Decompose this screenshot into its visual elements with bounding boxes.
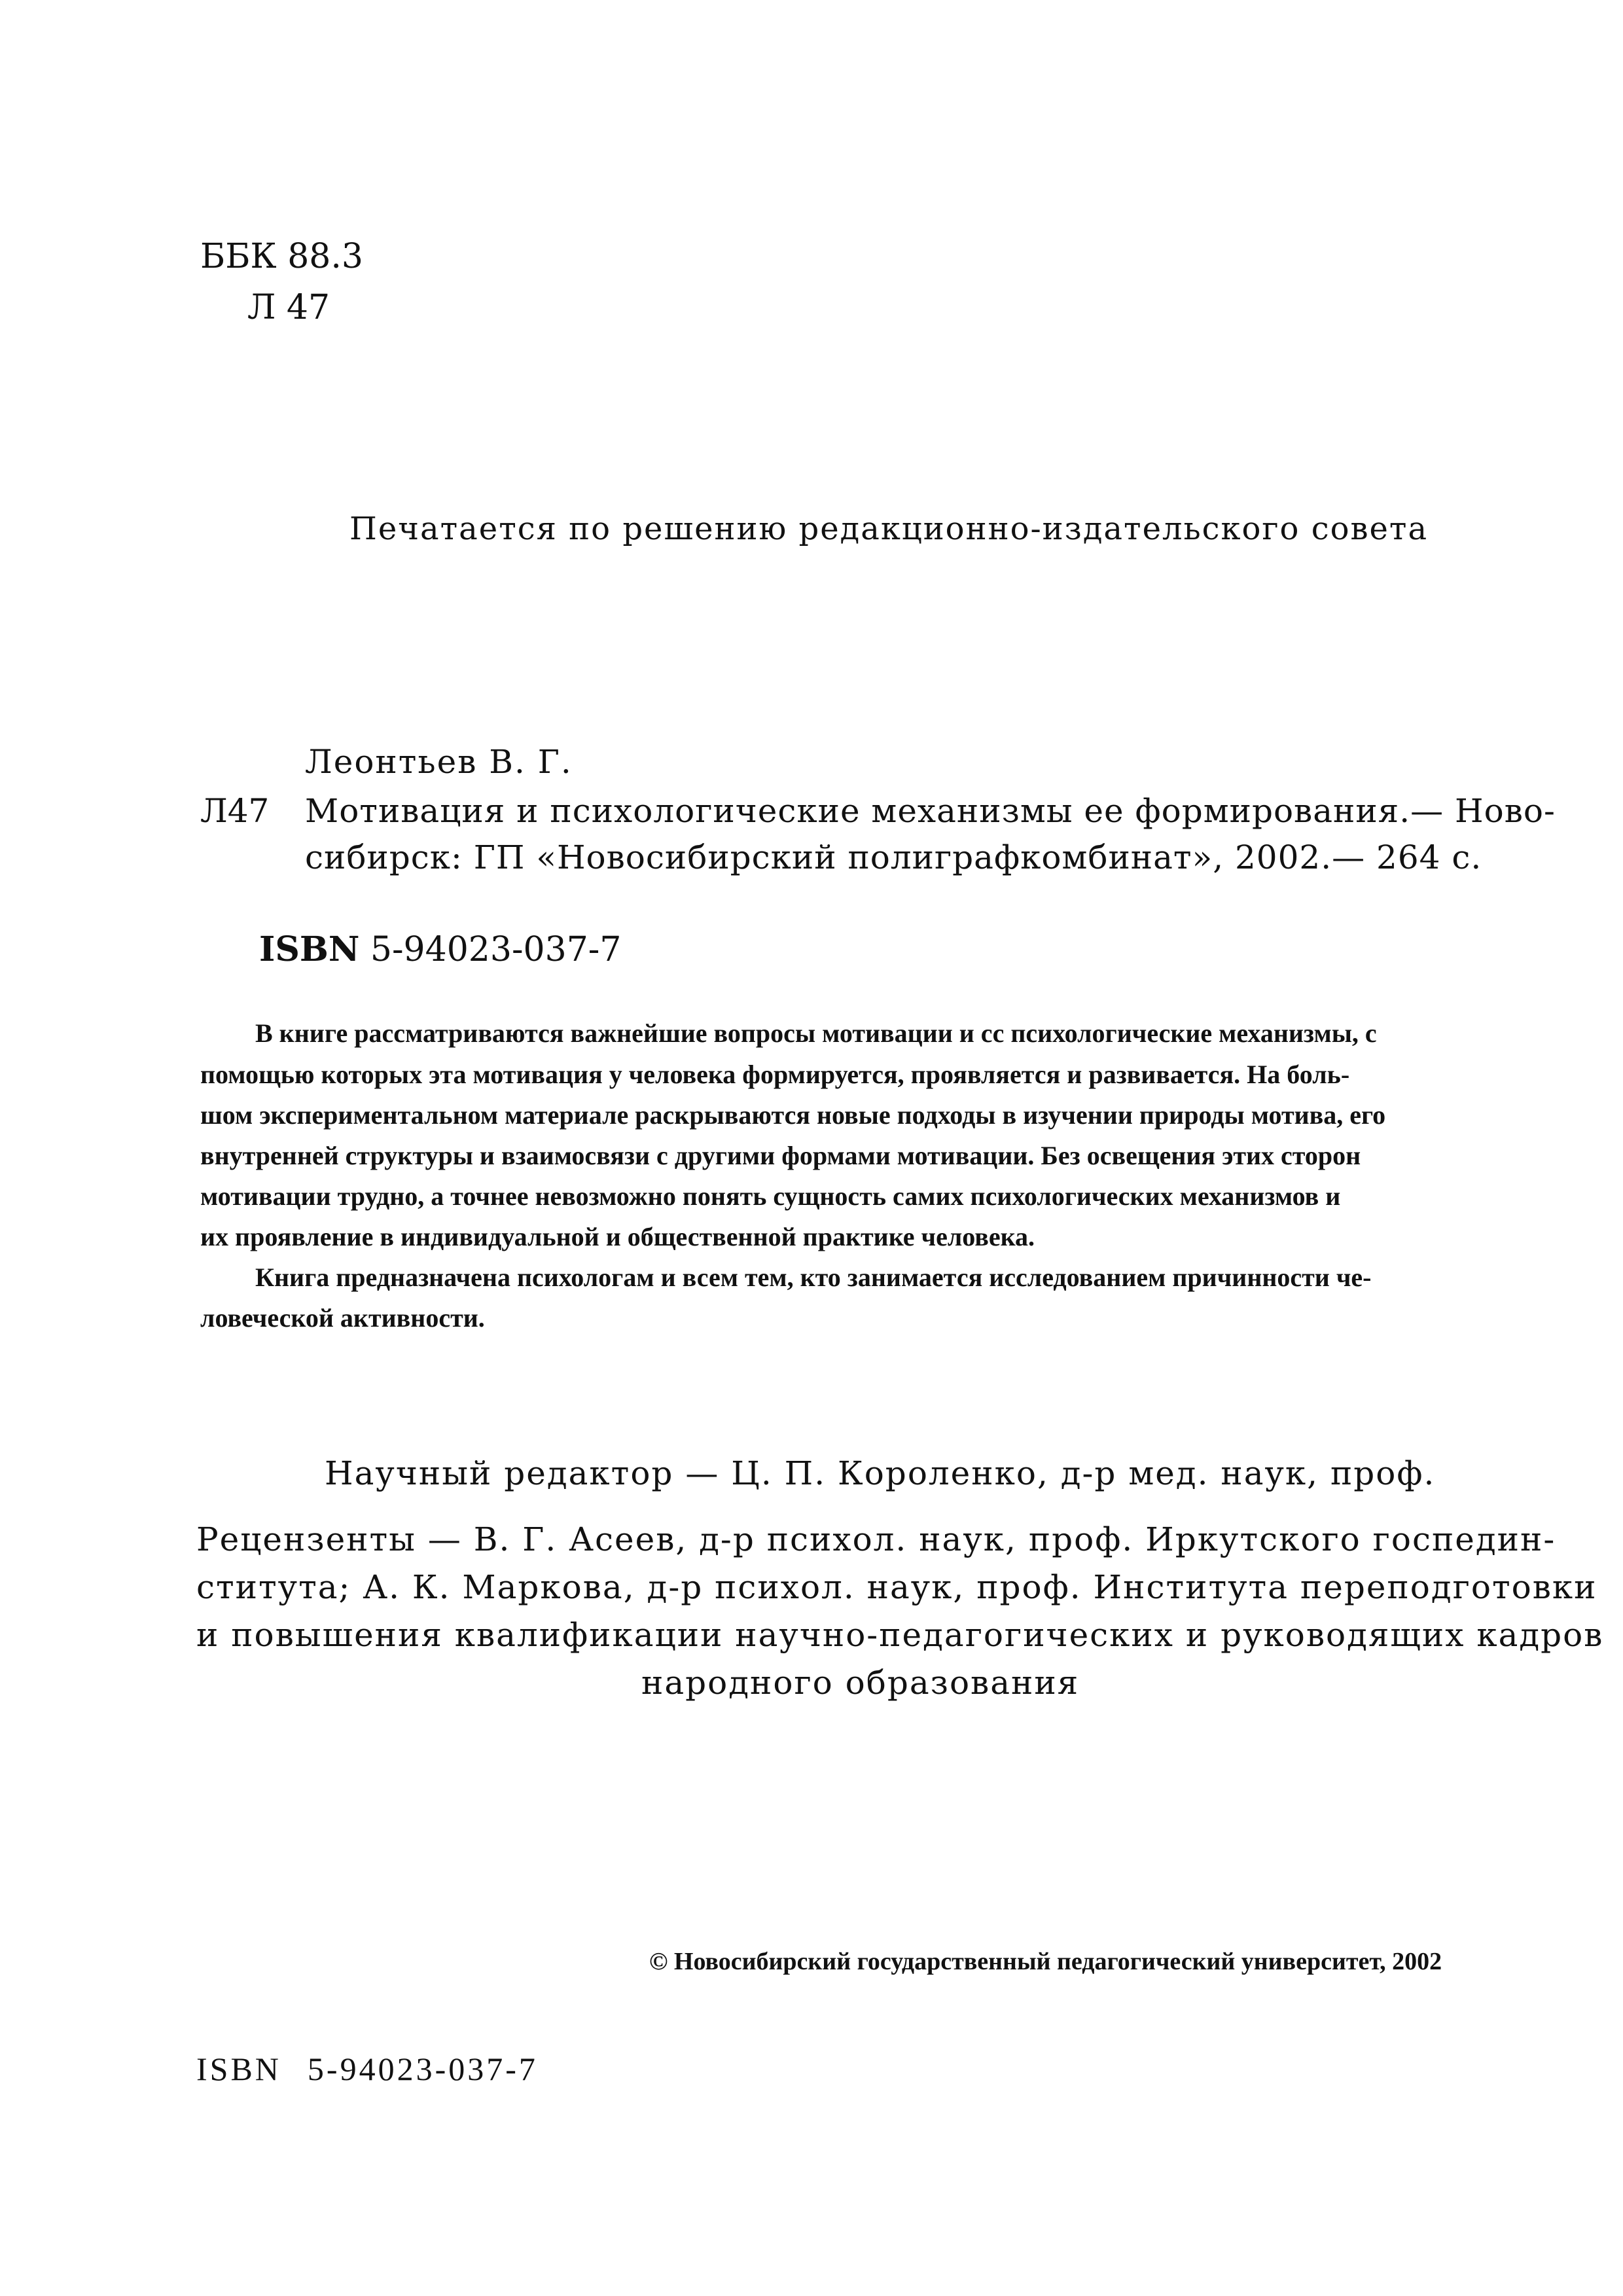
author-mark: Л 47 bbox=[247, 288, 330, 327]
footer-isbn-label: ISBN bbox=[196, 2051, 281, 2087]
book-title-line: Мотивация и психологические механизмы ее формирования.— Ново- bbox=[305, 792, 1556, 830]
annotation-line: ловеческой активности. bbox=[200, 1303, 485, 1333]
annotation-line: шом экспериментальном материале раскрываются новые подходы в изучении природы мотива, его bbox=[200, 1100, 1386, 1130]
scientific-editor: Научный редактор — Ц. П. Короленко, д-р мед. наук, проф. bbox=[325, 1454, 1436, 1492]
annotation-line: Книга предназначена психологам и всем тем, кто занимается исследованием причинности че- bbox=[255, 1263, 1372, 1292]
copyright-notice: © Новосибирский государственный педагогический университет, 2002 bbox=[649, 1948, 1442, 1975]
reviewers-line: и повышения квалификации научно-педагогических и руководящих кадров bbox=[196, 1616, 1604, 1654]
book-author: Леонтьев В. Г. bbox=[305, 743, 573, 781]
isbn-line bbox=[259, 929, 621, 969]
book-title-line: сибирск: ГП «Новосибирский полиграфкомбинат», 2002.— 264 с. bbox=[305, 838, 1482, 876]
reviewers-line: Рецензенты — В. Г. Асеев, д-р психол. наук, проф. Иркутского госпедин- bbox=[196, 1520, 1556, 1558]
reviewers-line: народного образования bbox=[641, 1664, 1080, 1702]
footer-isbn bbox=[196, 2050, 538, 2088]
annotation-line: внутренней структуры и взаимосвязи с другими формами мотивации. Без освещения этих сторон bbox=[200, 1141, 1361, 1170]
reviewers-line: ститута; А. К. Маркова, д-р психол. наук, проф. Института переподготовки bbox=[196, 1568, 1597, 1606]
annotation-line: В книге рассматриваются важнейшие вопросы мотивации и сс психологические механизмы, с bbox=[255, 1018, 1377, 1048]
isbn-label: ISBN bbox=[259, 929, 360, 969]
annotation-line: их проявление в индивидуальной и общественной практике человека. bbox=[200, 1222, 1035, 1251]
annotation-line: мотивации трудно, а точнее невозможно понять сущность самих психологических механизмов и bbox=[200, 1181, 1341, 1211]
publication-note: Печатается по решению редакционно-издательского совета bbox=[349, 511, 1429, 547]
footer-isbn-number: 5-94023-037-7 bbox=[307, 2051, 538, 2087]
bbk-code: ББК 88.3 bbox=[200, 237, 363, 276]
author-code: Л47 bbox=[200, 792, 270, 830]
annotation-line: помощью которых эта мотивация у человека формируется, проявляется и развивается. На боль- bbox=[200, 1060, 1350, 1089]
isbn-number: 5-94023-037-7 bbox=[370, 930, 622, 969]
